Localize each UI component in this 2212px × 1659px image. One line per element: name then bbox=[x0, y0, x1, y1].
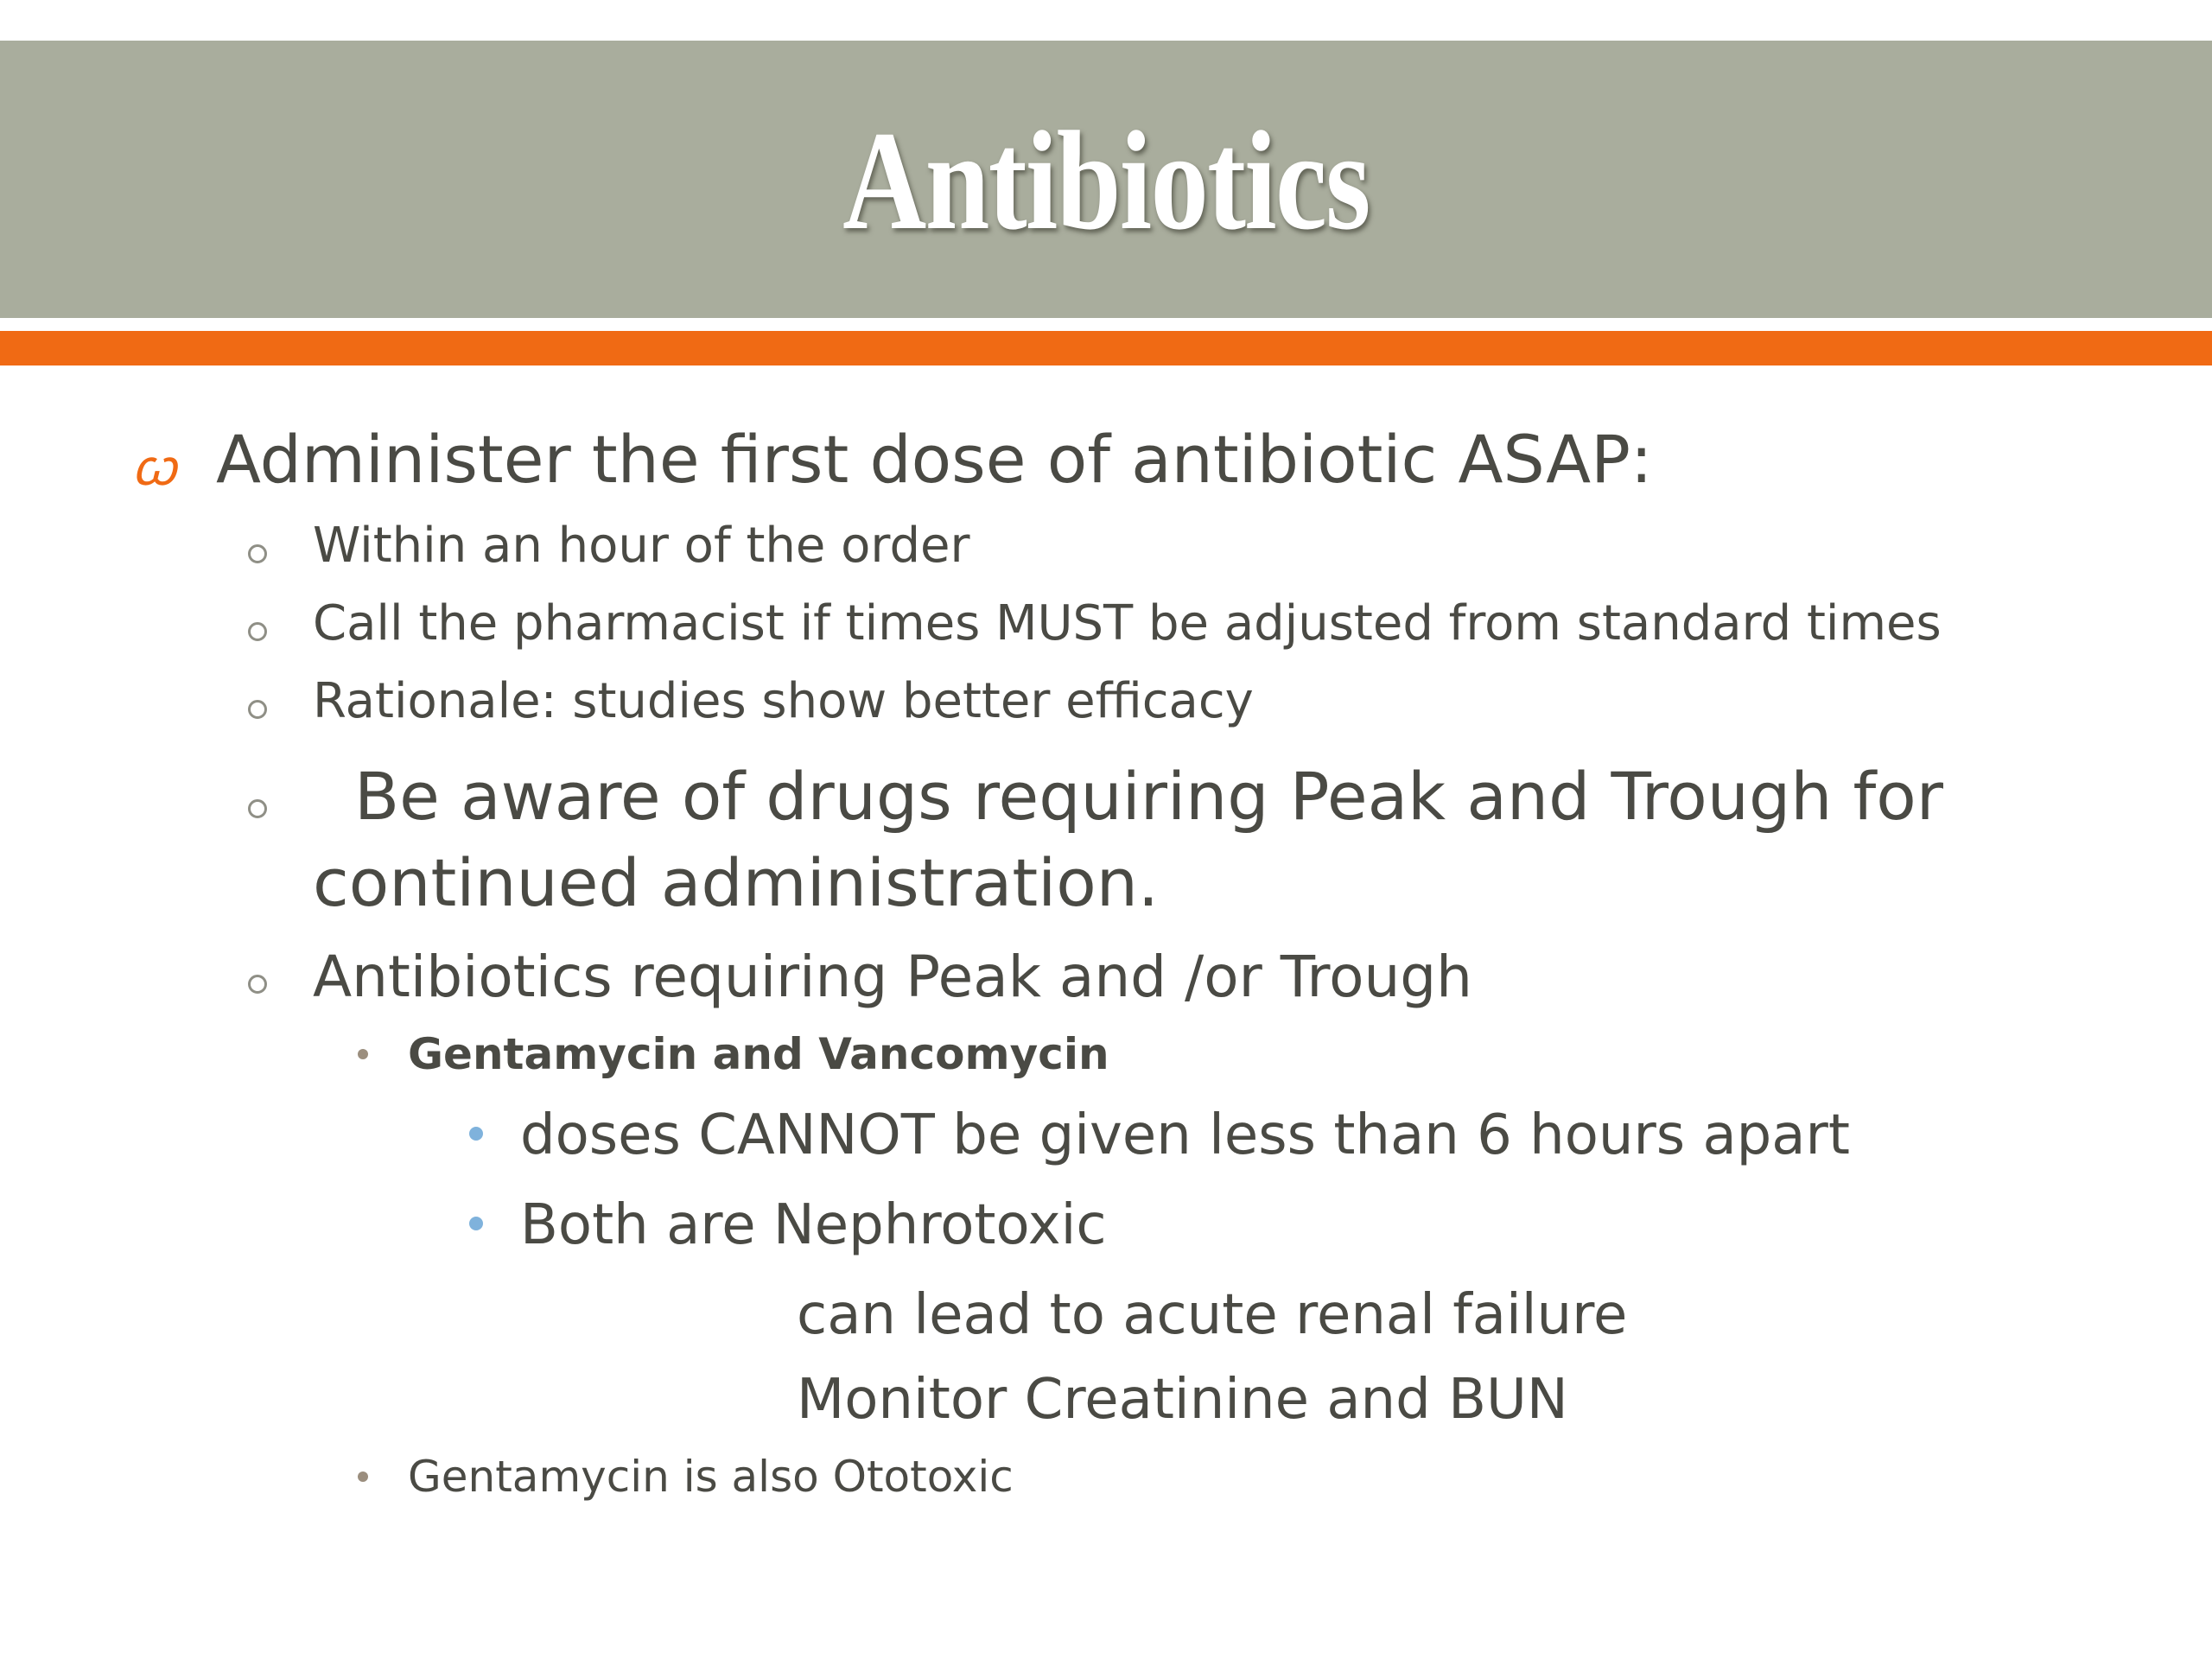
ornamental-swirl-icon: ꞷ bbox=[131, 438, 177, 497]
small-dot-icon bbox=[358, 1049, 368, 1059]
bullet-level5-text: Monitor Creatinine and BUN bbox=[797, 1368, 1568, 1432]
bullet-level4-text: Both are Nephrotoxic bbox=[520, 1193, 1107, 1257]
hollow-circle-icon bbox=[248, 799, 267, 818]
blue-dot-icon bbox=[469, 1127, 483, 1141]
bullet-level2-text: Be aware of drugs requiring Peak and Trough for bbox=[354, 758, 1944, 835]
bullet-level3-text: Gentamycin and Vancomycin bbox=[408, 1029, 1109, 1079]
hollow-circle-icon bbox=[248, 622, 267, 641]
bullet-level4-text: doses CANNOT be given less than 6 hours apart bbox=[520, 1103, 1850, 1167]
hollow-circle-icon bbox=[248, 700, 267, 719]
hollow-circle-icon bbox=[248, 975, 267, 994]
small-dot-icon bbox=[358, 1471, 368, 1482]
slide-title: Antibiotics bbox=[842, 103, 1370, 259]
bullet-level2-text: Rationale: studies show better efficacy bbox=[313, 673, 1254, 729]
bullet-level2-text: Antibiotics requiring Peak and /or Trough bbox=[313, 944, 1473, 1010]
bullet-level3-text: Gentamycin is also Ototoxic bbox=[408, 1452, 1014, 1502]
bullet-level2-continuation: continued administration. bbox=[313, 844, 1160, 921]
bullet-level5-text: can lead to acute renal failure bbox=[797, 1283, 1628, 1347]
bullet-level2-text: Within an hour of the order bbox=[313, 518, 970, 574]
blue-dot-icon bbox=[469, 1217, 483, 1230]
accent-bar bbox=[0, 331, 2212, 365]
hollow-circle-icon bbox=[248, 544, 267, 563]
bullet-level2-text: Call the pharmacist if times MUST be adjusted from standard times bbox=[313, 595, 1942, 652]
bullet-level1-text: Administer the first dose of antibiotic ASAP: bbox=[216, 421, 1653, 498]
